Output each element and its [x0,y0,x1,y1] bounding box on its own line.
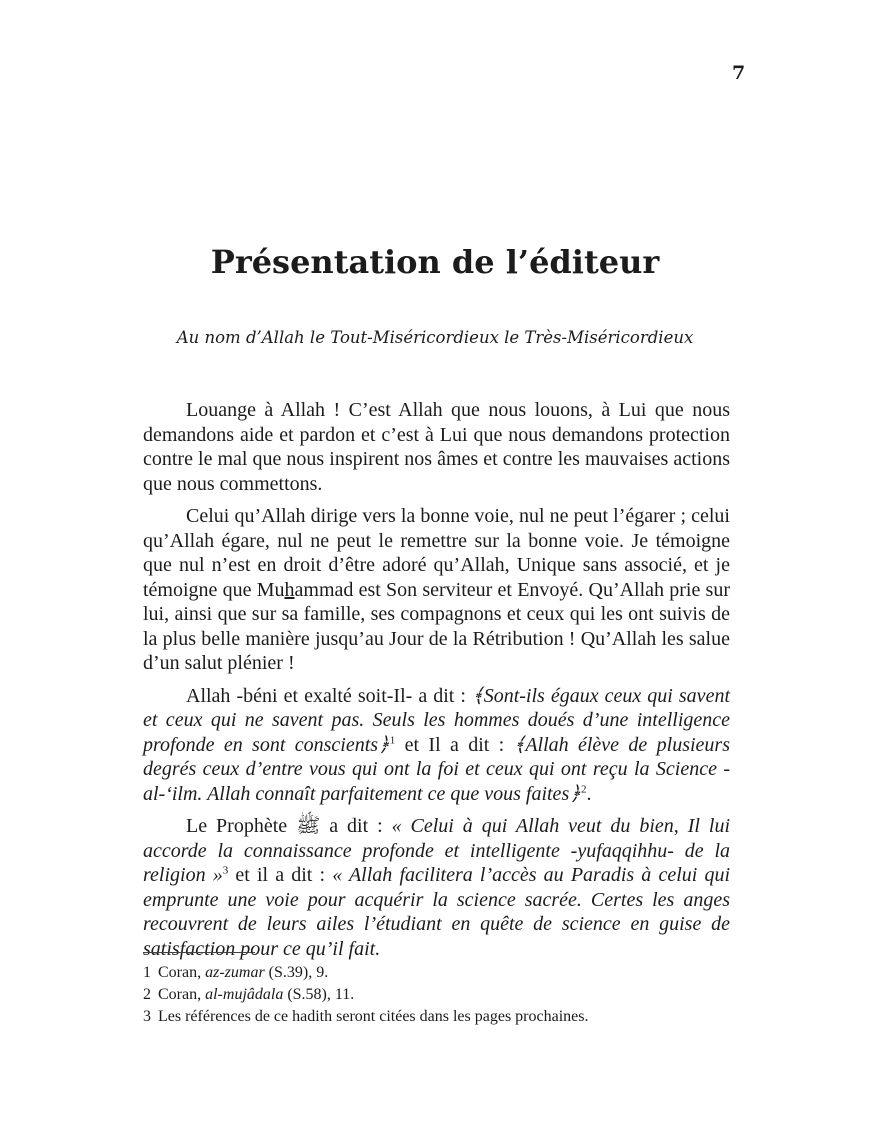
hadith-quote-1: « Celui à qui Allah veut du bien, Il lui accorde la connaissance profonde et intelligente -yufaqqihhu- de la religion » [143,815,731,886]
footnote-3: 3 Les références de ce hadith seront citées dans les pages prochaines. [143,1008,589,1025]
footnote-ref-1: 1 [389,733,396,746]
footnote-ref-3: 3 [222,864,229,877]
page-number: 7 [732,62,746,84]
paragraph-2: Celui qu’Allah dirige vers la bonne voie, nul ne peut l’égarer ; celui qu’Allah égare, nul ne peut le remettre sur la bonne voie. Je témoigne que nul n’est en droit d’être adoré qu’Allah, Unique sans associé, et je témoigne que Muhammad est Son serviteur et Envoyé. Qu’Allah prie sur lui, ainsi que sur sa famille, ses compagnons et ceux qui les ont suivis de la plus belle manière jusqu’au Jour de la Rétribution ! Qu’Allah les salue d’un salut plénier ! [143,505,730,674]
paragraph-4: Le Prophète ﷺ a dit : « Celui à qui Allah veut du bien, Il lui accorde la connaissance profonde et intelligente -yufaqqihhu- de la religion »$^3$ et il a dit : « Allah facilitera l’accès au Paradis à celui qui emprunte une voie pour acquérir la science sacrée. Certes les anges recouvrent de leurs ailes l’étudiant en quête de science en guise de satisfaction pour ce qu’il fait. [143,815,731,960]
basmala-line: Au nom d’Allah le Tout-Miséricordieux le Très-Miséricordieux [176,328,694,347]
footnotes [143,962,730,1028]
footnote-ref-2: 2 [580,782,587,795]
footnote-divider [143,952,255,953]
paragraph-1: Louange à Allah ! C’est Allah que nous louons, à Lui que nous demandons aide et pardon et c’est à Lui que nous demandons protection contre le mal que nous inspirent nos âmes et contre les mauvaises actions que nous commettons. [143,399,730,495]
footnote-2: 2 Coran, al-mujâdala (S.58), 11. [143,986,355,1003]
quran-quote-2: ﴾Allah élève de plusieurs degrés ceux d’entre vous qui ont la foi et ceux qui ont reçu la Science -al-‘ilm. Allah connaît parfaitement ce que vous faites﴿ [143,733,730,805]
quran-quote-1: ﴾Sont-ils égaux ceux qui savent et ceux qui ne savent pas. Seuls les hommes doués d’une intelligence profonde en sont conscients﴿ [143,684,730,756]
hadith-quote-2: « Allah facilitera l’accès au Paradis à celui qui emprunte une voie pour acquérir la science sacrée. Certes les anges recouvrent de leurs ailes l’étudiant en quête de science en guise de satisfaction pour ce qu’il fait. [143,864,731,960]
footnote-1: 1 Coran, az-zumar (S.39), 9. [143,964,329,981]
main-text [143,398,730,969]
page-title: Présentation de l’éditeur [210,243,660,281]
paragraph-3: Allah -béni et exalté soit-Il- a dit : ﴾Sont-ils égaux ceux qui savent et ceux qui ne savent pas. Seuls les hommes doués d’une intelligence profonde en sont conscients﴿$^1$ et Il a dit : ﴾Allah élève de plusieurs degrés ceux d’entre vous qui ont la foi et ceux qui ont reçu la Science -al-‘ilm. Allah connaît parfaitement ce que vous faites﴿$^2$. [143,684,730,805]
